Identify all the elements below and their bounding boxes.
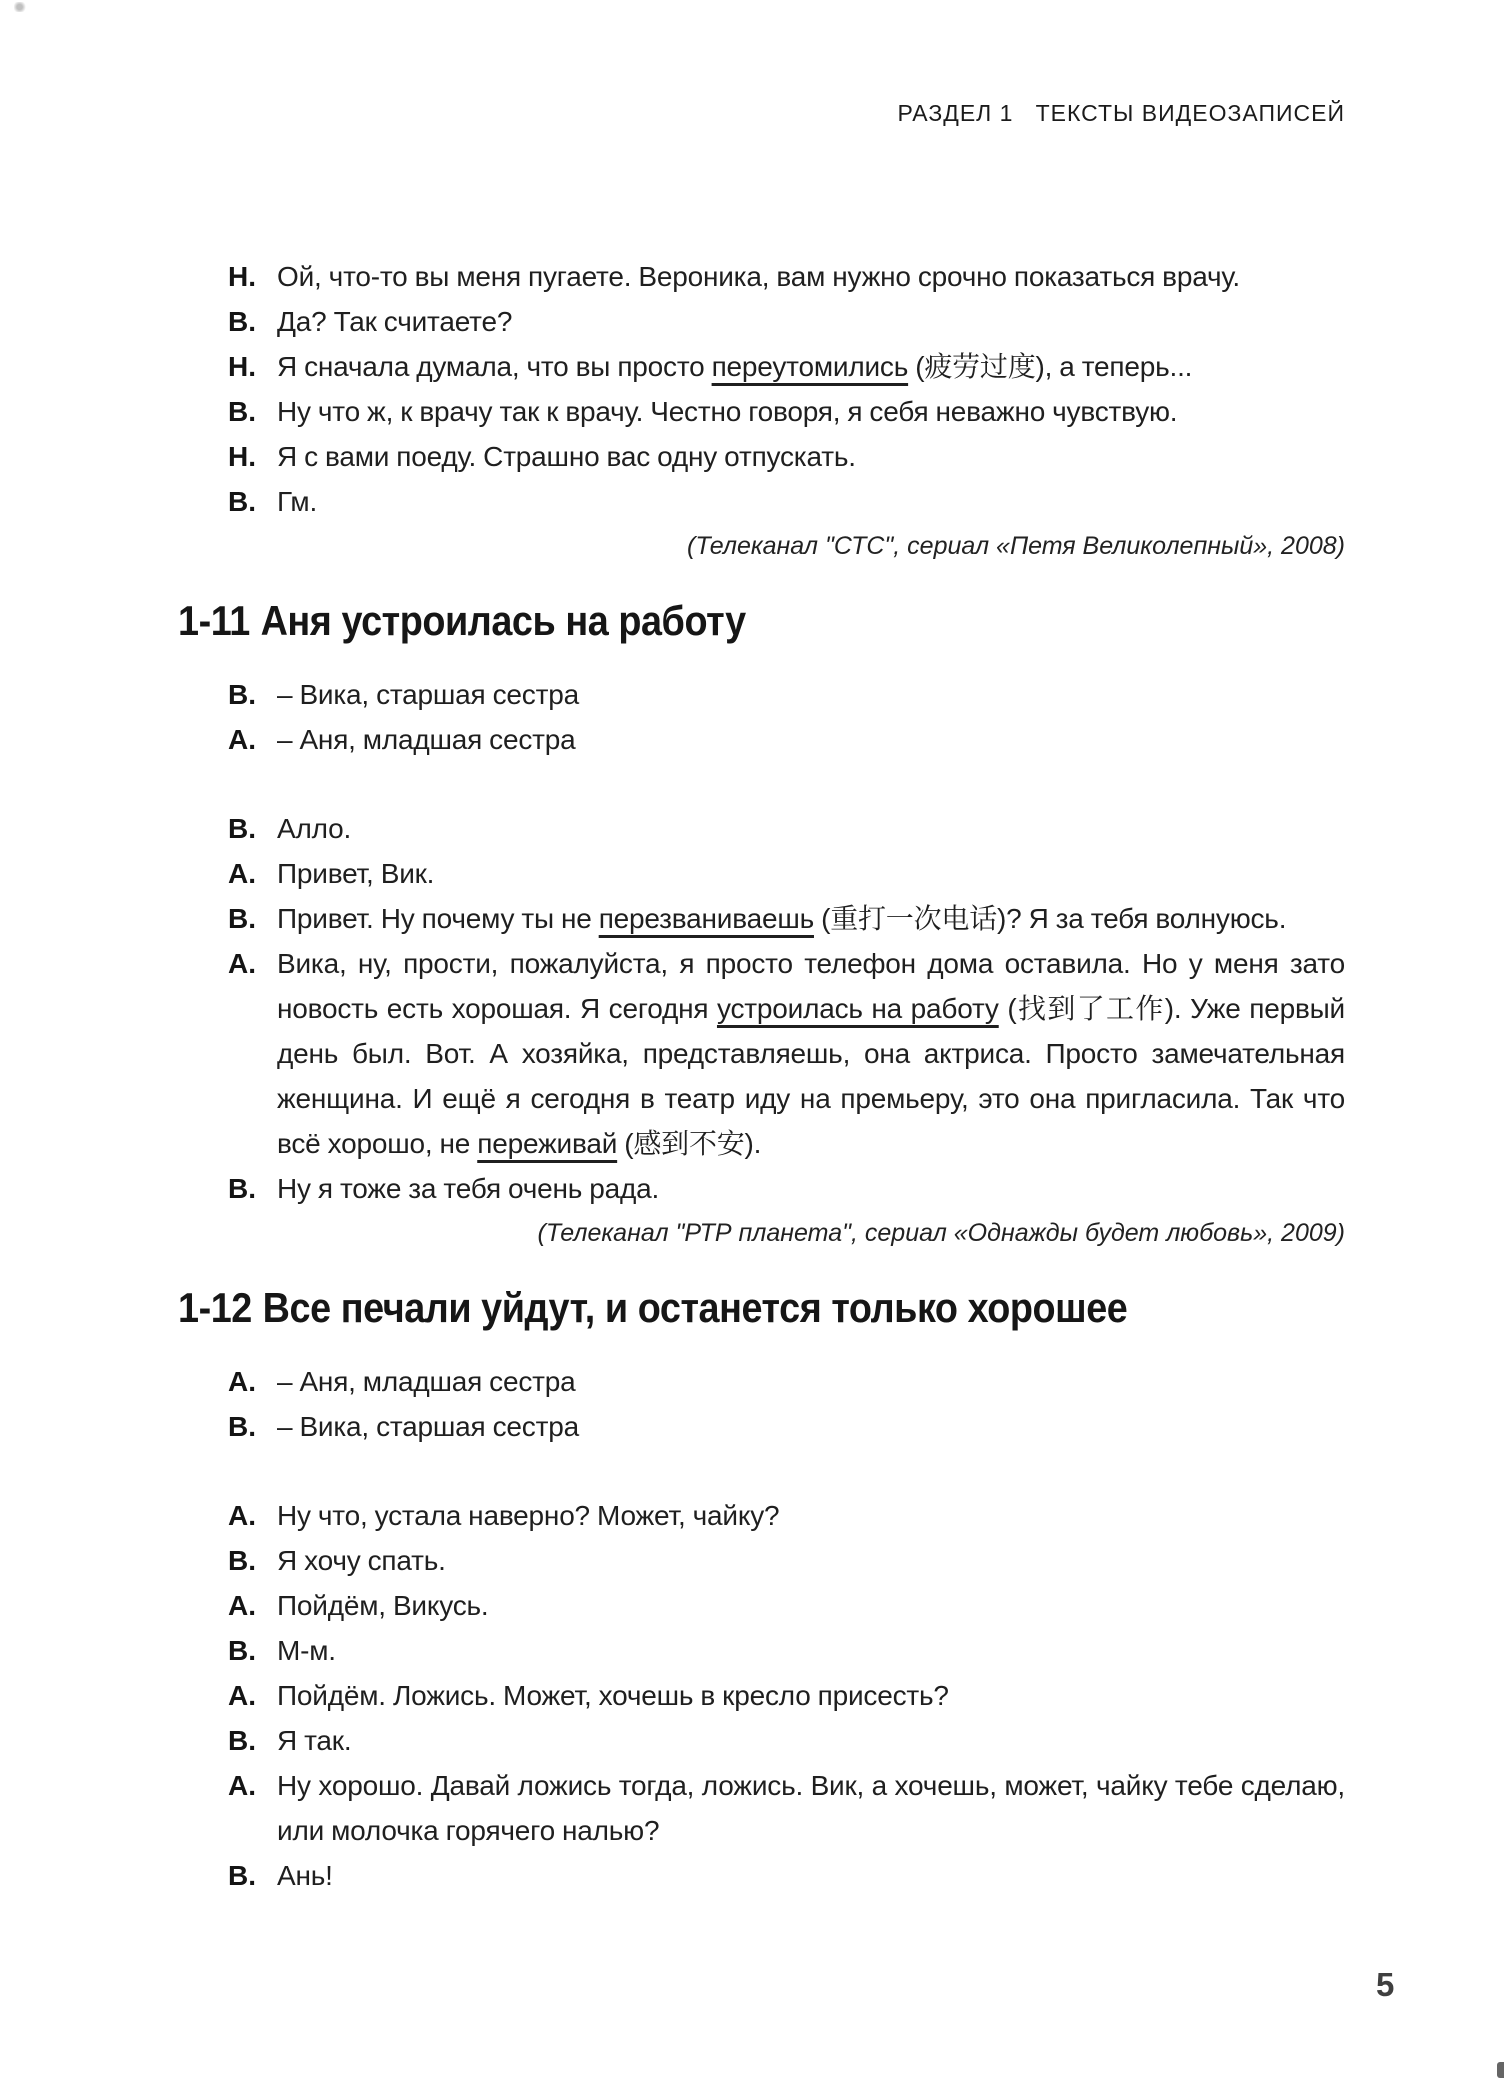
- speaker-label: А.: [228, 1590, 256, 1621]
- dialogue-text: [277, 1583, 1345, 1628]
- dialogue-line: [228, 254, 1345, 299]
- underlined-term: перезваниваешь: [598, 903, 814, 934]
- dialogue-text: [277, 1853, 1345, 1898]
- role-line: [228, 1359, 1345, 1404]
- dialogue-line: [228, 1166, 1345, 1211]
- text-segment: (感到不安).: [617, 1128, 762, 1159]
- dialogue-line: [228, 389, 1345, 434]
- dialogue-lines: [228, 806, 1345, 1211]
- text-segment: (重打一次电话)? Я за тебя волнуюсь.: [813, 903, 1287, 934]
- speaker-label: А.: [228, 724, 256, 755]
- underlined-term: устроилась на работу: [716, 993, 999, 1024]
- text-segment: Пойдём, Викусь.: [277, 1590, 489, 1621]
- speaker-label: В.: [228, 1725, 256, 1756]
- roles-list: [228, 1359, 1345, 1449]
- dialogue-line: [228, 806, 1345, 851]
- text-segment: Ну что, устала наверно? Может, чайку?: [277, 1500, 780, 1531]
- speaker-label: В.: [228, 1173, 256, 1204]
- text-segment: Я с вами поеду. Страшно вас одну отпускать.: [277, 441, 856, 472]
- speaker-label: В.: [228, 1545, 256, 1576]
- dialogue-text: [277, 479, 1345, 524]
- text-segment: (找到了工作). Уже первый день был. Вот. А хозяйка, представляешь, она актриса. Просто замечательная женщина. И ещё я сегодня в театр иду на премьеру, это она пригласила. Так что всё хорошо, не: [277, 993, 1345, 1159]
- speaker-label: А.: [228, 1366, 256, 1397]
- dialogue-text: [277, 299, 1345, 344]
- text-segment: Привет. Ну почему ты не: [277, 903, 599, 934]
- speaker-label: Н.: [228, 351, 256, 382]
- role-text: – Аня, младшая сестра: [277, 724, 576, 755]
- speaker-label: Н.: [228, 441, 256, 472]
- text-segment: Я сначала думала, что вы просто: [277, 351, 712, 382]
- text-segment: (疲劳过度), а теперь...: [908, 351, 1193, 382]
- dialogue-text: [277, 344, 1345, 389]
- speaker-label: В.: [228, 1860, 256, 1891]
- page-header: РАЗДЕЛ 1 ТЕКСТЫ ВИДЕОЗАПИСЕЙ: [897, 100, 1345, 126]
- speaker-label: А.: [228, 1500, 256, 1531]
- underlined-term: переутомились: [711, 351, 909, 382]
- speaker-label: Н.: [228, 261, 256, 292]
- text-segment: Я хочу спать.: [277, 1545, 446, 1576]
- section-heading: [178, 1283, 1228, 1333]
- dialogue-lines: [228, 254, 1345, 524]
- text-segment: Привет, Вик.: [277, 858, 435, 889]
- text-segment: Ну хорошо. Давай ложись тогда, ложись. Вик, а хочешь, может, чайку тебе сделаю, или молочка горячего налью?: [277, 1770, 1345, 1846]
- dialogue-text: [277, 806, 1345, 851]
- text-segment: Я так.: [277, 1725, 352, 1756]
- dialogue-text: [277, 434, 1345, 479]
- speaker-label: В.: [228, 813, 256, 844]
- dialogue-text: [277, 389, 1345, 434]
- dialogue-text: [277, 1763, 1345, 1853]
- section-number: 1-12: [178, 1284, 252, 1331]
- role-text: – Аня, младшая сестра: [277, 1366, 576, 1397]
- dialogue-line: [228, 941, 1345, 1166]
- dialogue-line: [228, 299, 1345, 344]
- dialogue-text: [277, 1538, 1345, 1583]
- text-segment: Гм.: [277, 486, 318, 517]
- role-line: [228, 672, 1345, 717]
- speaker-label: А.: [228, 948, 256, 979]
- dialogue-lines: [228, 1493, 1345, 1898]
- dialogue-line: [228, 344, 1345, 389]
- underlined-term: переживай: [477, 1128, 618, 1159]
- text-segment: М-м.: [277, 1635, 336, 1666]
- dialogue-section: [228, 254, 1345, 566]
- dialogue-line: [228, 1853, 1345, 1898]
- text-segment: Ну что ж, к врачу так к врачу. Честно говоря, я себя неважно чувствую.: [277, 396, 1178, 427]
- dialogue-text: [277, 1493, 1345, 1538]
- speaker-label: В.: [228, 679, 256, 710]
- dialogue-text: [277, 1718, 1345, 1763]
- source-citation: (Телеканал "СТС", сериал «Петя Великолепный», 2008): [687, 532, 1345, 560]
- scan-edge-artifact: [1497, 2062, 1504, 2078]
- speaker-label: В.: [228, 396, 256, 427]
- speaker-label: В.: [228, 486, 256, 517]
- dialogue-text: [277, 1673, 1345, 1718]
- speaker-label: В.: [228, 1411, 256, 1442]
- dialogue-line: [228, 1628, 1345, 1673]
- dialogue-text: [277, 941, 1345, 1166]
- dialogue-text: [277, 1628, 1345, 1673]
- text-segment: Ань!: [277, 1860, 333, 1891]
- section-title: Все печали уйдут, и останется только хорошее: [262, 1284, 1128, 1331]
- text-segment: Да? Так считаете?: [277, 306, 513, 337]
- role-line: [228, 717, 1345, 762]
- speaker-label: В.: [228, 306, 256, 337]
- dialogue-line: [228, 1493, 1345, 1538]
- dialogue-line: [228, 1763, 1345, 1853]
- dialogue-line: [228, 1583, 1345, 1628]
- dialogue-line: [228, 851, 1345, 896]
- dialogue-text: [277, 851, 1345, 896]
- text-segment: Вика, ну, прости, пожалуйста, я просто телефон дома оставила. Но у меня зато новость есть хорошая. Я сегодня: [277, 948, 1345, 1024]
- dialogue-text: [277, 254, 1345, 299]
- scan-speck-artifact: [14, 2, 28, 12]
- dialogue-text: [277, 1166, 1345, 1211]
- section-title: Аня устроилась на работу: [260, 597, 746, 644]
- role-text: – Вика, старшая сестра: [277, 679, 579, 710]
- dialogue-line: [228, 1538, 1345, 1583]
- speaker-label: В.: [228, 903, 256, 934]
- text-segment: Пойдём. Ложись. Может, хочешь в кресло присесть?: [277, 1680, 949, 1711]
- speaker-label: В.: [228, 1635, 256, 1666]
- speaker-label: А.: [228, 1770, 256, 1801]
- dialogue-line: [228, 1673, 1345, 1718]
- source-citation: (Телеканал "РТР планета", сериал «Однажды будет любовь», 2009): [537, 1219, 1345, 1247]
- page-number: 5: [1376, 1966, 1395, 2003]
- dialogue-line: [228, 434, 1345, 479]
- speaker-label: А.: [228, 858, 256, 889]
- role-text: – Вика, старшая сестра: [277, 1411, 579, 1442]
- dialogue-line: [228, 1718, 1345, 1763]
- dialogue-text: [277, 896, 1345, 941]
- section-number: 1-11: [178, 597, 250, 644]
- roles-list: [228, 672, 1345, 762]
- text-segment: Ой, что-то вы меня пугаете. Вероника, вам нужно срочно показаться врачу.: [277, 261, 1240, 292]
- dialogue-line: [228, 479, 1345, 524]
- text-segment: Ну я тоже за тебя очень рада.: [277, 1173, 660, 1204]
- speaker-label: А.: [228, 1680, 256, 1711]
- text-segment: Алло.: [277, 813, 352, 844]
- dialogue-line: [228, 896, 1345, 941]
- role-line: [228, 1404, 1345, 1449]
- section-heading: [178, 596, 1228, 646]
- section-1-11: [178, 596, 1345, 1253]
- section-1-12: [178, 1283, 1345, 1898]
